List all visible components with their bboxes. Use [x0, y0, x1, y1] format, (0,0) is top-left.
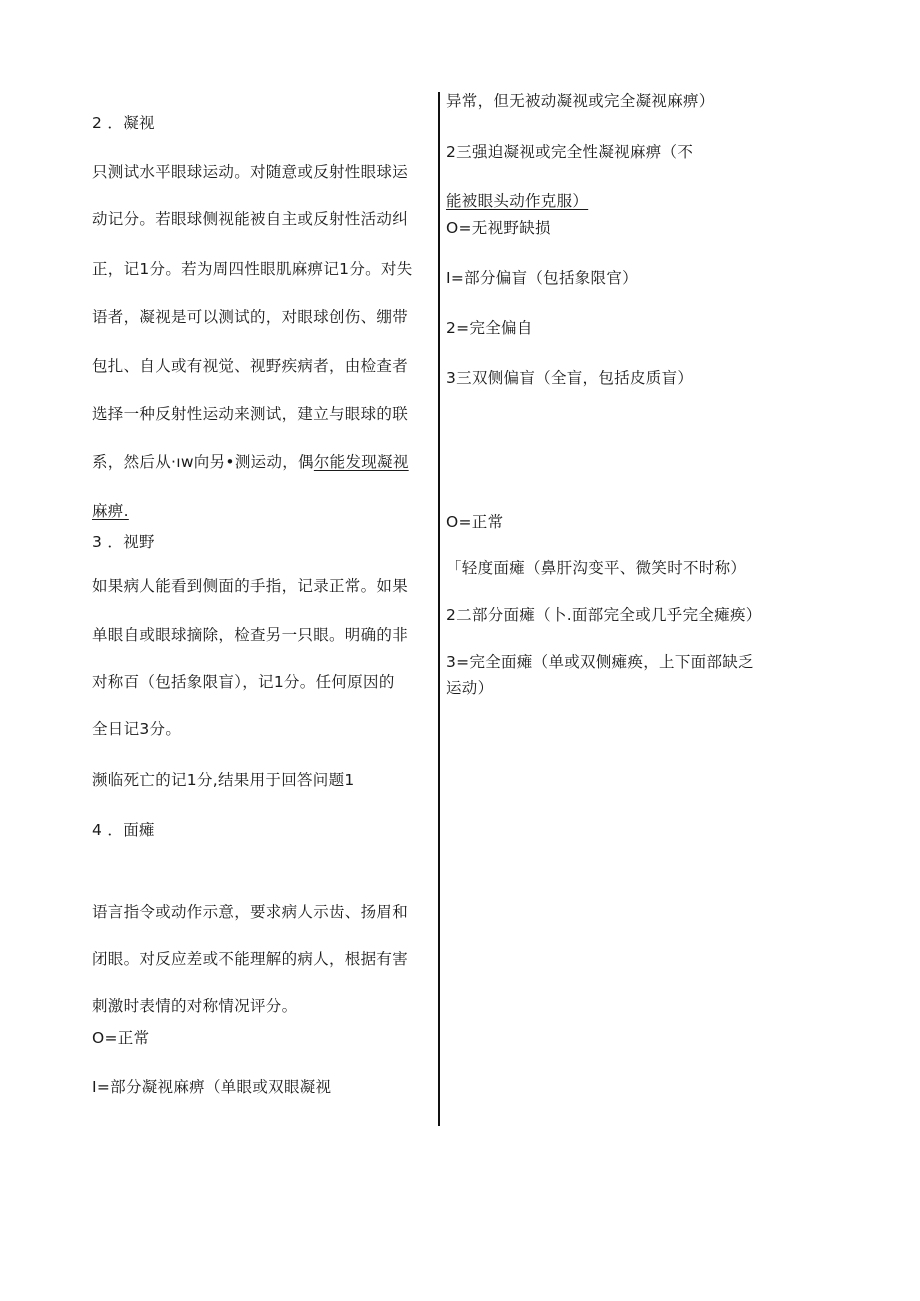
score-option: O=正常 [92, 1029, 150, 1047]
score-option: O=无视野缺损 [446, 219, 551, 237]
facial-palsy-paragraph-line: 语言指令或动作示意，要求病人示齿、扬眉和 [92, 903, 409, 921]
gaze-paragraph-line: 选择一种反射性运动来测试，建立与眼球的联 [92, 405, 409, 423]
gaze-paragraph-line: 只测试水平眼球运动。对随意或反射性眼球运 [92, 163, 409, 181]
visual-field-paragraph-line: 濒临死亡的记1分,结果用于回答问题1 [92, 771, 355, 789]
column-divider [438, 92, 440, 1126]
facial-palsy-paragraph-line: 刺激时表情的对称情况评分。 [92, 997, 298, 1015]
gaze-paragraph-line: 语者，凝视是可以测试的，对眼球创伤、绷带 [92, 308, 409, 326]
score-option-continued: 能被眼头动作克服） [446, 192, 589, 210]
score-option: 2三强迫凝视或完全性凝视麻痹（不 [446, 143, 694, 161]
gaze-text: 系，然后从·ıw向另•测运动，偶 [92, 453, 314, 471]
score-option: I=部分偏盲（包括象限官） [446, 269, 638, 287]
visual-field-paragraph-line: 全日记3分。 [92, 720, 182, 738]
score-option-continued: 运动） [446, 679, 494, 697]
score-option: 2二部分面瘫（卜.面部完全或几乎完全瘫痪） [446, 606, 762, 624]
gaze-paragraph-line: 包扎、自人或有视觉、视野疾病者，由检查者 [92, 357, 409, 375]
section-2-heading: 2 ．凝视 [92, 114, 155, 132]
gaze-underlined-text: 麻痹. [92, 502, 129, 520]
visual-field-paragraph-line: 单眼自或眼球摘除，检查另一只眼。明确的非 [92, 626, 409, 644]
score-option: I=部分凝视麻痹（单眼或双眼凝视 [92, 1078, 332, 1096]
score-option: 3三双侧偏盲（全盲，包括皮质盲） [446, 369, 694, 387]
gaze-paragraph-line: 正，记1分。若为周四性眼肌麻痹记1分。对失 [92, 260, 413, 278]
score-option: O=正常 [446, 513, 504, 531]
gaze-paragraph-line [92, 452, 409, 472]
score-option: 3=完全面瘫（单或双侧瘫痪，上下面部缺乏 [446, 653, 754, 671]
visual-field-paragraph-line: 如果病人能看到侧面的手指，记录正常。如果 [92, 577, 409, 595]
gaze-paragraph-line: 动记分。若眼球侧视能被自主或反射性活动纠 [92, 210, 409, 228]
visual-field-paragraph-line: 对称百（包括象限盲），记1分。任何原因的 [92, 673, 395, 691]
section-4-heading: 4 ．面瘫 [92, 821, 155, 839]
score-option: 2=完全偏自 [446, 319, 533, 337]
facial-palsy-paragraph-line: 闭眼。对反应差或不能理解的病人，根据有害 [92, 950, 409, 968]
gaze-score-continued: 异常，但无被动凝视或完全凝视麻痹） [446, 92, 715, 110]
score-option: 「轻度面瘫（鼻肝沟变平、微笑时不时称） [446, 559, 747, 577]
gaze-underlined-text: 尔能发现凝视 [313, 453, 409, 471]
section-3-heading: 3 ．视野 [92, 533, 155, 551]
